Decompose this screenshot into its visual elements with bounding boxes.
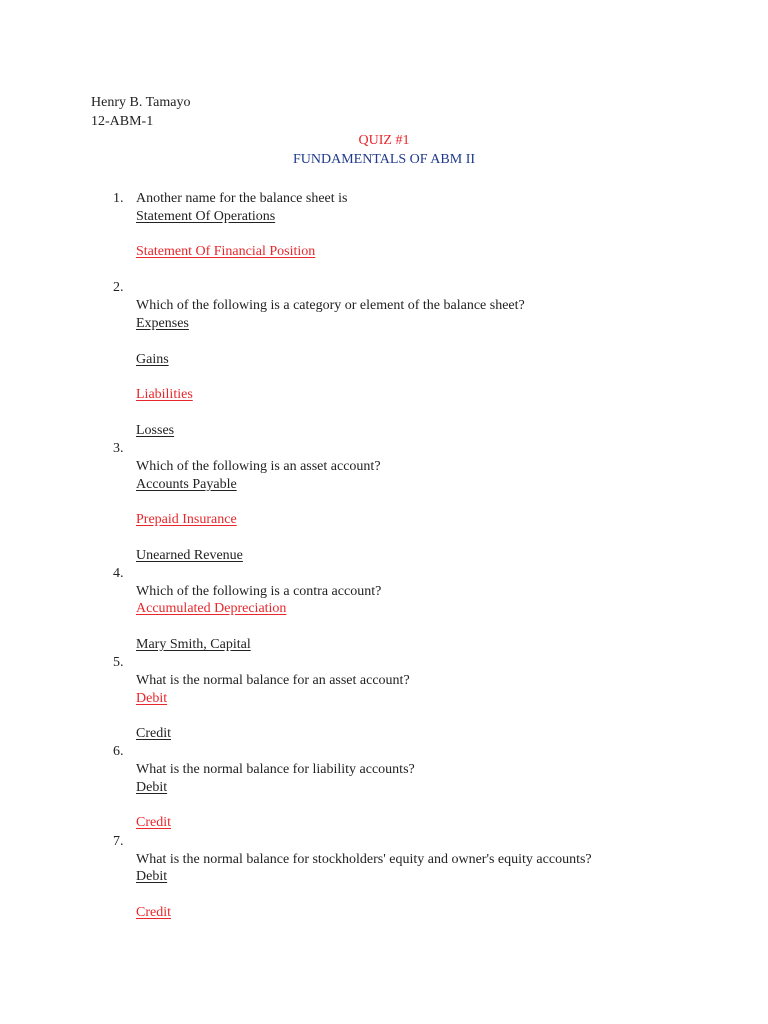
question-number: 5. [113,655,124,670]
question-number: 3. [113,441,124,456]
answer-option: Prepaid Insurance [136,512,237,527]
answer-option: Accounts Payable [136,477,237,492]
question-text: Which of the following is a contra account? [136,584,382,599]
answer-option: Credit [136,815,171,830]
question-number: 6. [113,744,124,759]
answer-option: Credit [136,905,171,920]
answer-option: Losses [136,423,175,438]
answer-option: Unearned Revenue [136,548,243,563]
answer-option: Debit [136,780,168,795]
question-number: 1. [113,191,124,206]
answer-option: Statement Of Operations [136,209,276,224]
answer-option: Debit [136,869,168,884]
answer-option: Accumulated Depreciation [136,601,287,616]
answer-option: Liabilities [136,387,193,402]
question-number: 4. [113,566,124,581]
answer-option: Credit [136,726,171,741]
question-text: What is the normal balance for stockholders' equity and owner's equity accounts? [136,852,592,867]
question-text: What is the normal balance for liability accounts? [136,762,415,777]
question-text: What is the normal balance for an asset account? [136,673,410,688]
answer-option: Gains [136,352,169,367]
answer-option: Expenses [136,316,189,331]
answer-option: Debit [136,691,168,706]
question-text: Which of the following is a category or element of the balance sheet? [136,298,525,313]
quiz-title: QUIZ #1 [358,133,410,148]
student-section: 12-ABM-1 [91,114,154,129]
student-name: Henry B. Tamayo [91,95,191,110]
question-number: 7. [113,834,124,849]
question-number: 2. [113,280,124,295]
answer-option: Mary Smith, Capital [136,637,251,652]
subject-title: FUNDAMENTALS OF ABM II [292,152,476,167]
question-text: Another name for the balance sheet is [136,191,348,206]
question-text: Which of the following is an asset account? [136,459,381,474]
answer-option: Statement Of Financial Position [136,244,316,259]
